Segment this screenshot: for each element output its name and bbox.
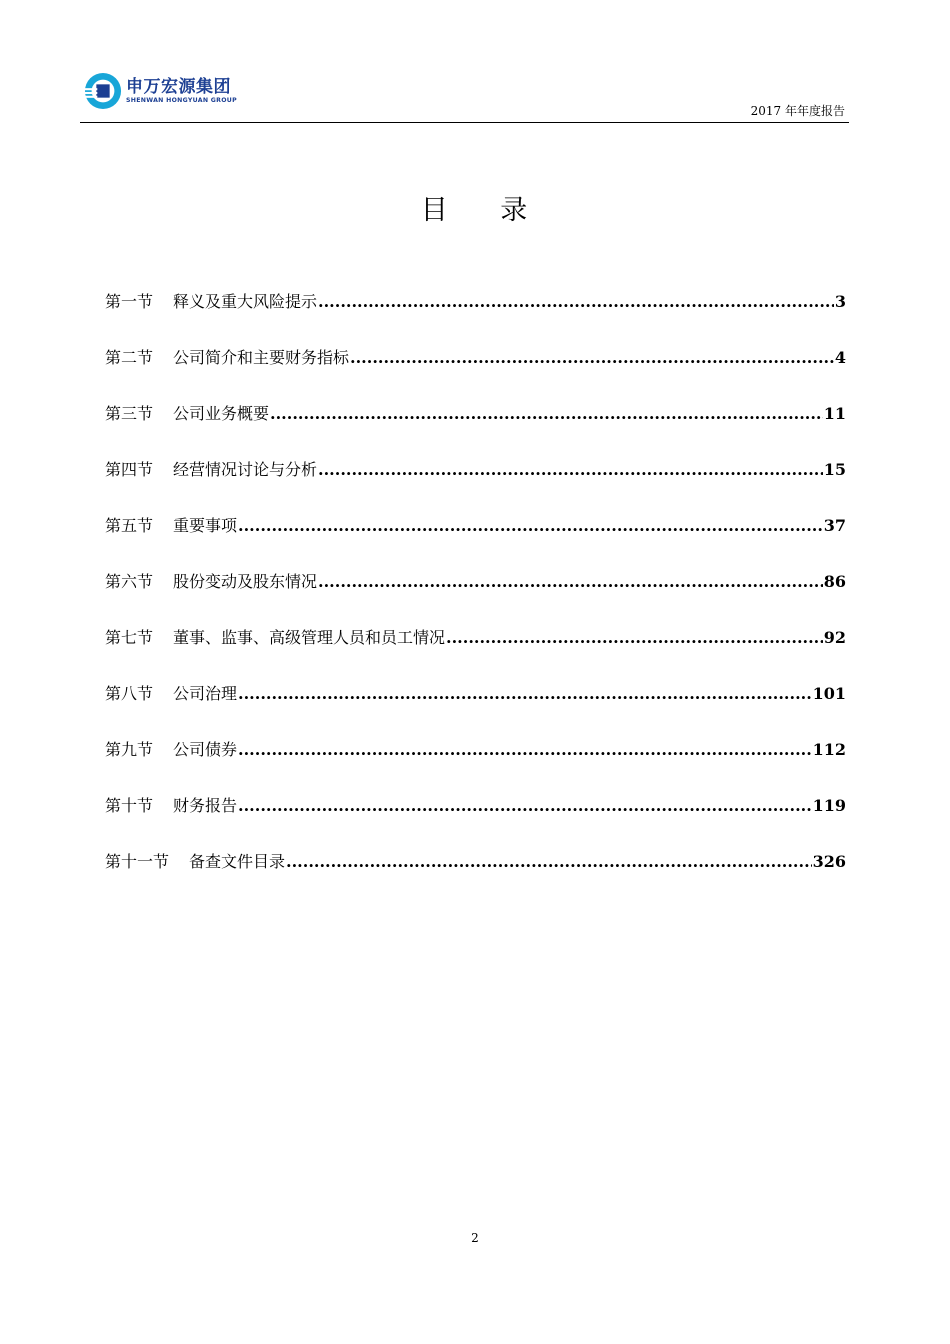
toc-leader-dots [318, 290, 834, 314]
toc-section-title[interactable]: 备查文件目录 [189, 852, 286, 871]
shenwan-hongyuan-logo-icon [84, 72, 122, 110]
toc-section-title[interactable]: 董事、监事、高级管理人员和员工情况 [173, 628, 446, 647]
toc-leader-dots [270, 402, 823, 426]
toc-section-number: 第八节 [105, 684, 154, 703]
toc-page-number[interactable]: 37 [823, 516, 846, 535]
toc-section-number: 第一节 [105, 292, 154, 311]
toc-section-number: 第四节 [105, 460, 154, 479]
report-title: 2017 年年度报告 [750, 104, 845, 118]
toc-section-title[interactable]: 释义及重大风险提示 [173, 292, 318, 311]
toc-section-title[interactable]: 公司债券 [173, 740, 238, 759]
toc-leader-dots [446, 626, 823, 650]
toc-leader-dots [238, 738, 812, 762]
toc-page-number[interactable]: 11 [823, 404, 846, 423]
table-of-contents [105, 290, 846, 906]
toc-entry[interactable] [105, 290, 846, 346]
toc-entry[interactable] [105, 514, 846, 570]
toc-page-number[interactable]: 3 [834, 292, 846, 311]
toc-section-number: 第三节 [105, 404, 154, 423]
toc-entry[interactable] [105, 738, 846, 794]
toc-section-number: 第七节 [105, 628, 154, 647]
toc-section-number: 第十一节 [105, 852, 170, 871]
toc-section-title[interactable]: 经营情况讨论与分析 [173, 460, 318, 479]
toc-section-title[interactable]: 公司治理 [173, 684, 238, 703]
toc-page-number[interactable]: 86 [823, 572, 846, 591]
toc-section-title[interactable]: 财务报告 [173, 796, 238, 815]
page-header [80, 66, 849, 123]
toc-page-number[interactable]: 15 [823, 460, 846, 479]
toc-page-number[interactable]: 101 [812, 684, 846, 703]
toc-section-title[interactable]: 公司简介和主要财务指标 [173, 348, 350, 367]
toc-entry[interactable] [105, 402, 846, 458]
toc-section-number: 第九节 [105, 740, 154, 759]
toc-page-number[interactable]: 92 [823, 628, 846, 647]
toc-page-number[interactable]: 4 [834, 348, 846, 367]
toc-leader-dots [286, 850, 812, 874]
toc-section-number: 第六节 [105, 572, 154, 591]
toc-entry[interactable] [105, 794, 846, 850]
toc-entry[interactable] [105, 626, 846, 682]
toc-page-number[interactable]: 112 [812, 740, 846, 759]
toc-entry[interactable] [105, 850, 846, 906]
toc-page-number[interactable]: 119 [812, 796, 846, 815]
toc-entry[interactable] [105, 570, 846, 626]
toc-heading: 目 录 [420, 195, 530, 226]
logo-english-name: SHENWAN HONGYUAN GROUP [126, 97, 237, 104]
toc-leader-dots [318, 458, 823, 482]
logo-chinese-name: 申万宏源集团 [126, 77, 231, 97]
toc-entry[interactable] [105, 346, 846, 402]
toc-entry[interactable] [105, 682, 846, 738]
toc-page-number[interactable]: 326 [812, 852, 846, 871]
company-logo [84, 72, 237, 110]
toc-leader-dots [238, 682, 812, 706]
toc-section-number: 第二节 [105, 348, 154, 367]
toc-section-number: 第五节 [105, 516, 154, 535]
page-number: 2 [471, 1231, 479, 1245]
toc-leader-dots [238, 794, 812, 818]
toc-leader-dots [318, 570, 823, 594]
toc-entry[interactable] [105, 458, 846, 514]
toc-section-title[interactable]: 公司业务概要 [173, 404, 270, 423]
toc-section-title[interactable]: 重要事项 [173, 516, 238, 535]
toc-leader-dots [350, 346, 834, 370]
toc-section-title[interactable]: 股份变动及股东情况 [173, 572, 318, 591]
toc-section-number: 第十节 [105, 796, 154, 815]
toc-leader-dots [238, 514, 823, 538]
